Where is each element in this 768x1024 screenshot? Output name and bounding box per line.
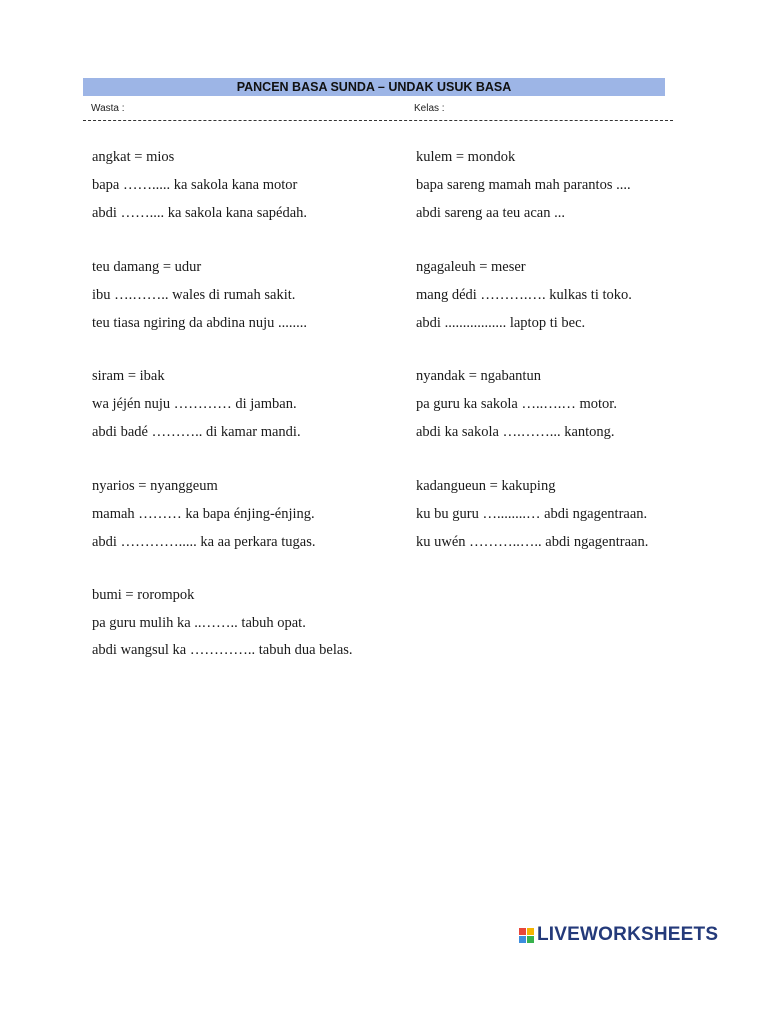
exercise-heading: nyarios = nyanggeum xyxy=(92,478,218,494)
exercise-sentence: abdi badé ……….. di kamar mandi. xyxy=(92,424,301,440)
logo-square-green xyxy=(527,936,534,943)
exercise-sentence: abdi sareng aa teu acan ... xyxy=(416,205,565,221)
exercise-sentence: abdi …….... ka sakola kana sapédah. xyxy=(92,205,308,221)
exercise-sentence: pa guru mulih ka ..…….. tabuh opat. xyxy=(92,615,306,631)
logo-square-red xyxy=(519,928,526,935)
exercise-sentence: bapa ……..... ka sakola kana motor xyxy=(92,177,298,193)
kelas-label: Kelas : xyxy=(414,103,445,114)
exercise-heading: kulem = mondok xyxy=(416,149,516,165)
exercise-sentence: mang dédi ……….…. kulkas ti toko. xyxy=(416,287,632,303)
exercise-heading: bumi = rorompok xyxy=(92,587,195,603)
exercise-sentence: pa guru ka sakola …..….… motor. xyxy=(416,396,617,412)
exercise-block xyxy=(92,366,412,450)
exercise-block xyxy=(416,257,736,341)
exercise-sentence: bapa sareng mamah mah parantos .... xyxy=(416,177,631,193)
exercise-block xyxy=(92,585,412,660)
exercise-block xyxy=(416,476,736,560)
logo-square-blue xyxy=(519,936,526,943)
logo-text: LIVEWORKSHEETS xyxy=(537,924,719,945)
exercise-heading: ngagaleuh = meser xyxy=(416,259,526,275)
divider-dashed xyxy=(83,120,673,121)
exercise-sentence: abdi ................. laptop ti bec. xyxy=(416,315,586,331)
exercise-block xyxy=(92,257,412,341)
exercise-block xyxy=(92,147,412,231)
exercise-heading: teu damang = udur xyxy=(92,259,202,275)
exercise-sentence: mamah ……… ka bapa énjing-énjing. xyxy=(92,506,315,522)
logo-square-yellow xyxy=(527,928,534,935)
exercise-block xyxy=(416,147,736,231)
logo-icon xyxy=(519,928,534,943)
exercise-heading: kadangueun = kakuping xyxy=(416,478,556,494)
exercise-sentence: abdi …………..... ka aa perkara tugas. xyxy=(92,534,316,550)
exercise-block xyxy=(92,476,412,560)
exercise-sentence: abdi wangsul ka ………….. tabuh dua belas. xyxy=(92,642,353,658)
exercise-sentence: abdi ka sakola ….……... kantong. xyxy=(416,424,615,440)
exercise-sentence: teu tiasa ngiring da abdina nuju ........ xyxy=(92,315,308,331)
exercise-sentence: ibu ….…….. wales di rumah sakit. xyxy=(92,287,296,303)
exercise-sentence: wa jéjén nuju ………… di jamban. xyxy=(92,396,297,412)
exercise-sentence: ku bu guru …........… abdi ngagentraan. xyxy=(416,506,648,522)
wasta-label: Wasta : xyxy=(91,103,125,114)
exercise-block xyxy=(416,366,736,450)
exercise-sentence: ku uwén ………..….. abdi ngagentraan. xyxy=(416,534,649,550)
liveworksheets-logo[interactable] xyxy=(519,924,718,946)
exercise-heading: nyandak = ngabantun xyxy=(416,368,541,384)
exercise-heading: angkat = mios xyxy=(92,149,175,165)
worksheet-title: PANCEN BASA SUNDA – UNDAK USUK BASA xyxy=(83,78,665,96)
exercise-heading: siram = ibak xyxy=(92,368,165,384)
